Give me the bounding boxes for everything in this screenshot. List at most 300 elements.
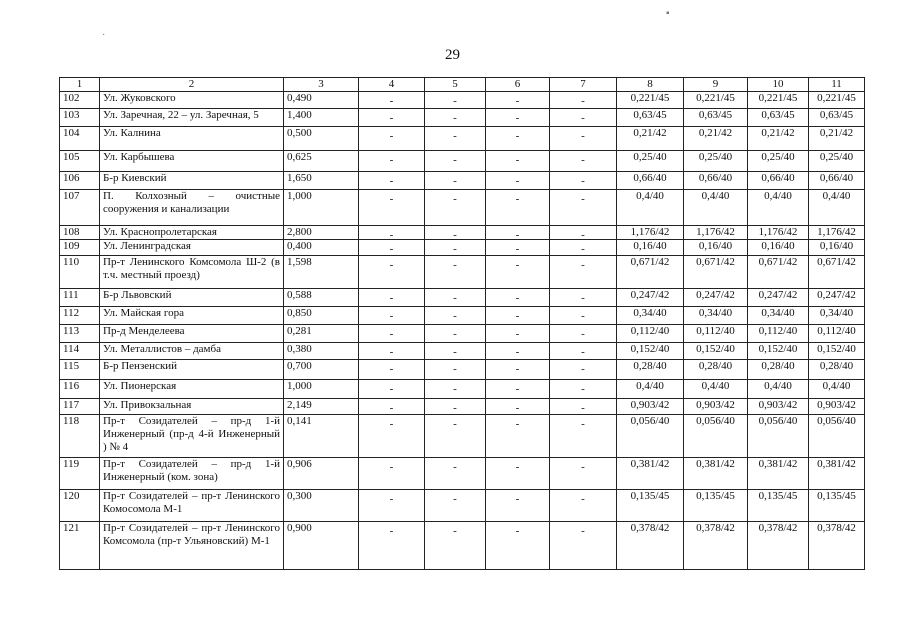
empty-value-cell xyxy=(486,325,550,343)
empty-value-cell xyxy=(425,109,486,127)
capacity-value-cell: 0,378/42 xyxy=(809,522,865,570)
length-cell: 1,598 xyxy=(284,256,359,289)
empty-value-cell xyxy=(425,522,486,570)
empty-value-cell xyxy=(359,325,425,343)
capacity-value-cell: 0,152/40 xyxy=(748,343,809,360)
street-name-cell: Ул. Майская гора xyxy=(100,307,284,325)
empty-value-cell xyxy=(486,92,550,109)
row-number-cell: 114 xyxy=(60,343,100,360)
table-row xyxy=(60,399,865,415)
row-number-cell: 118 xyxy=(60,415,100,458)
empty-value-cell xyxy=(425,360,486,380)
empty-value-cell xyxy=(550,360,617,380)
capacity-value-cell: 0,381/42 xyxy=(748,458,809,490)
column-header: 7 xyxy=(550,78,617,92)
dash-mark: - xyxy=(389,243,394,255)
capacity-value-cell: 0,152/40 xyxy=(809,343,865,360)
table-row xyxy=(60,325,865,343)
empty-value-cell xyxy=(425,343,486,360)
capacity-value-cell: 1,176/42 xyxy=(809,226,865,240)
dash-mark: - xyxy=(453,112,457,124)
dash-mark: - xyxy=(389,130,394,142)
capacity-value-cell: 0,671/42 xyxy=(617,256,684,289)
capacity-value-cell: 0,4/40 xyxy=(748,380,809,399)
table-row xyxy=(60,172,865,190)
capacity-value-cell: 0,63/45 xyxy=(809,109,865,127)
capacity-value-cell: 0,4/40 xyxy=(684,190,748,226)
dash-mark: - xyxy=(581,193,585,205)
empty-value-cell xyxy=(425,190,486,226)
capacity-value-cell: 0,4/40 xyxy=(617,380,684,399)
dash-mark: - xyxy=(515,193,520,205)
length-cell: 0,500 xyxy=(284,127,359,151)
scan-speck: ▪ xyxy=(666,8,670,19)
row-number-cell: 102 xyxy=(60,92,100,109)
street-name-cell: Ул. Привокзальная xyxy=(100,399,284,415)
dash-mark: - xyxy=(581,229,585,240)
dash-mark: - xyxy=(515,292,520,304)
capacity-value-cell: 0,247/42 xyxy=(809,289,865,307)
length-cell: 0,490 xyxy=(284,92,359,109)
dash-mark: - xyxy=(581,243,585,255)
dash-mark: - xyxy=(453,259,457,271)
street-name-cell: Б-р Львовский xyxy=(100,289,284,307)
capacity-value-cell: 0,25/40 xyxy=(748,151,809,172)
dash-mark: - xyxy=(453,328,457,340)
dash-mark: - xyxy=(453,418,457,430)
table-row xyxy=(60,360,865,380)
dash-mark: - xyxy=(453,292,457,304)
capacity-value-cell: 0,112/40 xyxy=(617,325,684,343)
row-number-cell: 103 xyxy=(60,109,100,127)
length-cell: 0,400 xyxy=(284,240,359,256)
dash-mark: - xyxy=(581,383,585,395)
row-number-cell: 117 xyxy=(60,399,100,415)
length-cell: 0,625 xyxy=(284,151,359,172)
table-row xyxy=(60,256,865,289)
dash-mark: - xyxy=(453,461,457,473)
capacity-value-cell: 0,135/45 xyxy=(748,490,809,522)
empty-value-cell xyxy=(550,172,617,190)
length-cell: 1,650 xyxy=(284,172,359,190)
dash-mark: - xyxy=(515,154,520,166)
header-row xyxy=(60,78,865,92)
capacity-value-cell: 0,4/40 xyxy=(617,190,684,226)
street-name-cell: Ул. Карбышева xyxy=(100,151,284,172)
dash-mark: - xyxy=(515,175,520,187)
empty-value-cell xyxy=(486,399,550,415)
table-row xyxy=(60,127,865,151)
dash-mark: - xyxy=(515,363,520,375)
capacity-value-cell: 0,63/45 xyxy=(684,109,748,127)
street-name-cell: Пр-т Созидателей – пр-т Ленинского Комсомола (пр-т Ульяновский) М-1 xyxy=(100,522,284,570)
empty-value-cell xyxy=(425,490,486,522)
capacity-value-cell: 0,112/40 xyxy=(684,325,748,343)
empty-value-cell xyxy=(425,151,486,172)
street-name-cell: Ул. Заречная, 22 – ул. Заречная, 5 xyxy=(100,109,284,127)
length-cell: 0,141 xyxy=(284,415,359,458)
empty-value-cell xyxy=(425,92,486,109)
capacity-value-cell: 0,21/42 xyxy=(684,127,748,151)
row-number-cell: 105 xyxy=(60,151,100,172)
dash-mark: - xyxy=(515,310,520,322)
length-cell: 1,400 xyxy=(284,109,359,127)
empty-value-cell xyxy=(486,256,550,289)
dash-mark: - xyxy=(453,130,457,142)
row-number-cell: 115 xyxy=(60,360,100,380)
dash-mark: - xyxy=(389,229,394,240)
dash-mark: - xyxy=(389,461,394,473)
capacity-value-cell: 0,25/40 xyxy=(809,151,865,172)
capacity-value-cell: 0,4/40 xyxy=(809,380,865,399)
capacity-value-cell: 0,25/40 xyxy=(684,151,748,172)
dash-mark: - xyxy=(389,310,394,322)
dash-mark: - xyxy=(581,292,585,304)
capacity-value-cell: 0,28/40 xyxy=(684,360,748,380)
empty-value-cell xyxy=(486,226,550,240)
dash-mark: - xyxy=(453,154,457,166)
empty-value-cell xyxy=(486,380,550,399)
empty-value-cell xyxy=(425,458,486,490)
dash-mark: - xyxy=(515,418,520,430)
capacity-value-cell: 0,903/42 xyxy=(684,399,748,415)
capacity-value-cell: 0,671/42 xyxy=(684,256,748,289)
empty-value-cell xyxy=(486,458,550,490)
empty-value-cell xyxy=(425,289,486,307)
empty-value-cell xyxy=(486,307,550,325)
empty-value-cell xyxy=(425,380,486,399)
capacity-value-cell: 0,16/40 xyxy=(684,240,748,256)
dash-mark: - xyxy=(581,154,585,166)
row-number-cell: 112 xyxy=(60,307,100,325)
row-number-cell: 106 xyxy=(60,172,100,190)
capacity-value-cell: 0,903/42 xyxy=(809,399,865,415)
row-number-cell: 107 xyxy=(60,190,100,226)
dash-mark: - xyxy=(515,525,520,537)
empty-value-cell xyxy=(550,325,617,343)
row-number-cell: 108 xyxy=(60,226,100,240)
road-table xyxy=(59,77,865,570)
column-header: 4 xyxy=(359,78,425,92)
capacity-value-cell: 0,4/40 xyxy=(684,380,748,399)
empty-value-cell xyxy=(359,289,425,307)
street-name-cell: Пр-т Созидателей – пр-т Ленинского Комосомола М-1 xyxy=(100,490,284,522)
empty-value-cell xyxy=(425,172,486,190)
empty-value-cell xyxy=(550,92,617,109)
empty-value-cell xyxy=(550,307,617,325)
dash-mark: - xyxy=(453,175,457,187)
empty-value-cell xyxy=(550,190,617,226)
table-row xyxy=(60,240,865,256)
empty-value-cell xyxy=(425,240,486,256)
empty-value-cell xyxy=(550,490,617,522)
capacity-value-cell: 0,378/42 xyxy=(684,522,748,570)
capacity-value-cell: 0,21/42 xyxy=(809,127,865,151)
empty-value-cell xyxy=(359,240,425,256)
capacity-value-cell: 0,28/40 xyxy=(809,360,865,380)
table-row xyxy=(60,458,865,490)
dash-mark: - xyxy=(389,154,394,166)
length-cell: 2,800 xyxy=(284,226,359,240)
dash-mark: - xyxy=(515,346,520,358)
length-cell: 1,000 xyxy=(284,190,359,226)
dash-mark: - xyxy=(581,310,585,322)
table-row xyxy=(60,415,865,458)
empty-value-cell xyxy=(486,172,550,190)
empty-value-cell xyxy=(550,151,617,172)
dash-mark: - xyxy=(389,292,394,304)
dash-mark: - xyxy=(581,112,585,124)
table-row xyxy=(60,289,865,307)
dash-mark: - xyxy=(581,461,585,473)
capacity-value-cell: 0,135/45 xyxy=(684,490,748,522)
empty-value-cell xyxy=(550,109,617,127)
capacity-value-cell: 0,16/40 xyxy=(809,240,865,256)
column-header: 10 xyxy=(748,78,809,92)
dash-mark: - xyxy=(581,95,585,107)
dash-mark: - xyxy=(515,112,520,124)
street-name-cell: Пр-т Ленинского Комсомола Ш-2 (в т.ч. местный проезд) xyxy=(100,256,284,289)
street-name-cell: Ул. Пионерская xyxy=(100,380,284,399)
empty-value-cell xyxy=(359,127,425,151)
capacity-value-cell: 0,112/40 xyxy=(809,325,865,343)
table-row xyxy=(60,380,865,399)
empty-value-cell xyxy=(359,109,425,127)
dash-mark: - xyxy=(389,383,394,395)
street-name-cell: Ул. Ленинградская xyxy=(100,240,284,256)
empty-value-cell xyxy=(550,127,617,151)
length-cell: 0,588 xyxy=(284,289,359,307)
dash-mark: - xyxy=(389,175,394,187)
capacity-value-cell: 0,381/42 xyxy=(684,458,748,490)
table-row xyxy=(60,226,865,240)
dash-mark: - xyxy=(581,346,585,358)
capacity-value-cell: 0,4/40 xyxy=(809,190,865,226)
length-cell: 0,700 xyxy=(284,360,359,380)
table-row xyxy=(60,109,865,127)
street-name-cell: Ул. Металлистов – дамба xyxy=(100,343,284,360)
capacity-value-cell: 0,056/40 xyxy=(684,415,748,458)
empty-value-cell xyxy=(486,343,550,360)
capacity-value-cell: 1,176/42 xyxy=(684,226,748,240)
street-name-cell: Ул. Жуковского xyxy=(100,92,284,109)
capacity-value-cell: 1,176/42 xyxy=(748,226,809,240)
column-header: 11 xyxy=(809,78,865,92)
capacity-value-cell: 0,221/45 xyxy=(748,92,809,109)
empty-value-cell xyxy=(425,256,486,289)
dash-mark: - xyxy=(389,493,394,505)
capacity-value-cell: 0,66/40 xyxy=(809,172,865,190)
empty-value-cell xyxy=(359,226,425,240)
empty-value-cell xyxy=(486,415,550,458)
empty-value-cell xyxy=(425,325,486,343)
empty-value-cell xyxy=(550,380,617,399)
dash-mark: - xyxy=(515,383,520,395)
length-cell: 0,300 xyxy=(284,490,359,522)
capacity-value-cell: 0,28/40 xyxy=(748,360,809,380)
capacity-value-cell: 0,34/40 xyxy=(684,307,748,325)
empty-value-cell xyxy=(550,289,617,307)
capacity-value-cell: 0,135/45 xyxy=(809,490,865,522)
dash-mark: - xyxy=(515,402,520,414)
capacity-value-cell: 0,671/42 xyxy=(809,256,865,289)
empty-value-cell xyxy=(486,522,550,570)
dash-mark: - xyxy=(389,525,394,537)
table-row xyxy=(60,522,865,570)
capacity-value-cell: 0,63/45 xyxy=(617,109,684,127)
empty-value-cell xyxy=(425,307,486,325)
street-name-cell: Б-р Пензенский xyxy=(100,360,284,380)
capacity-value-cell: 0,4/40 xyxy=(748,190,809,226)
capacity-value-cell: 0,112/40 xyxy=(748,325,809,343)
row-number-cell: 104 xyxy=(60,127,100,151)
dash-mark: - xyxy=(389,363,394,375)
capacity-value-cell: 0,056/40 xyxy=(809,415,865,458)
capacity-value-cell: 0,28/40 xyxy=(617,360,684,380)
dash-mark: - xyxy=(581,175,585,187)
row-number-cell: 111 xyxy=(60,289,100,307)
capacity-value-cell: 0,056/40 xyxy=(748,415,809,458)
dash-mark: - xyxy=(581,525,585,537)
empty-value-cell xyxy=(550,343,617,360)
street-name-cell: Пр-т Созидателей – пр-д 1-й Инженерный (ком. зона) xyxy=(100,458,284,490)
empty-value-cell xyxy=(359,490,425,522)
capacity-value-cell: 0,25/40 xyxy=(617,151,684,172)
capacity-value-cell: 0,247/42 xyxy=(617,289,684,307)
street-name-cell: Пр-т Созидателей – пр-д 1-й Инженерный (пр-д 4-й Инженерный ) № 4 xyxy=(100,415,284,458)
dash-mark: - xyxy=(581,130,585,142)
empty-value-cell xyxy=(359,256,425,289)
length-cell: 0,900 xyxy=(284,522,359,570)
table-row xyxy=(60,190,865,226)
empty-value-cell xyxy=(486,490,550,522)
column-header: 5 xyxy=(425,78,486,92)
dash-mark: - xyxy=(389,112,394,124)
dash-mark: - xyxy=(453,95,457,107)
dash-mark: - xyxy=(581,402,585,414)
capacity-value-cell: 0,221/45 xyxy=(617,92,684,109)
table-body xyxy=(60,78,865,570)
column-header: 8 xyxy=(617,78,684,92)
empty-value-cell xyxy=(425,399,486,415)
capacity-value-cell: 0,378/42 xyxy=(748,522,809,570)
empty-value-cell xyxy=(486,127,550,151)
empty-value-cell xyxy=(359,380,425,399)
column-header: 3 xyxy=(284,78,359,92)
table-row xyxy=(60,151,865,172)
dash-mark: - xyxy=(389,328,394,340)
row-number-cell: 116 xyxy=(60,380,100,399)
dash-mark: - xyxy=(389,402,394,414)
length-cell: 0,906 xyxy=(284,458,359,490)
row-number-cell: 120 xyxy=(60,490,100,522)
dash-mark: - xyxy=(453,193,457,205)
empty-value-cell xyxy=(359,92,425,109)
street-name-cell: Пр-д Менделеева xyxy=(100,325,284,343)
capacity-value-cell: 0,381/42 xyxy=(809,458,865,490)
dash-mark: - xyxy=(515,243,520,255)
dash-mark: - xyxy=(389,418,394,430)
empty-value-cell xyxy=(550,256,617,289)
dash-mark: - xyxy=(515,328,520,340)
row-number-cell: 119 xyxy=(60,458,100,490)
capacity-value-cell: 0,381/42 xyxy=(617,458,684,490)
capacity-value-cell: 0,135/45 xyxy=(617,490,684,522)
dash-mark: - xyxy=(453,243,457,255)
empty-value-cell xyxy=(486,190,550,226)
dash-mark: - xyxy=(389,259,394,271)
column-header: 2 xyxy=(100,78,284,92)
column-header: 9 xyxy=(684,78,748,92)
capacity-value-cell: 0,63/45 xyxy=(748,109,809,127)
dash-mark: - xyxy=(453,346,457,358)
dash-mark: - xyxy=(453,493,457,505)
capacity-value-cell: 0,21/42 xyxy=(617,127,684,151)
empty-value-cell xyxy=(359,307,425,325)
row-number-cell: 109 xyxy=(60,240,100,256)
empty-value-cell xyxy=(486,289,550,307)
length-cell: 0,281 xyxy=(284,325,359,343)
capacity-value-cell: 0,16/40 xyxy=(748,240,809,256)
dash-mark: - xyxy=(581,259,585,271)
street-name-cell: Ул. Краснопролетарская xyxy=(100,226,284,240)
dash-mark: - xyxy=(453,383,457,395)
dash-mark: - xyxy=(581,418,585,430)
capacity-value-cell: 0,378/42 xyxy=(617,522,684,570)
column-header: 6 xyxy=(486,78,550,92)
empty-value-cell xyxy=(425,127,486,151)
empty-value-cell xyxy=(425,415,486,458)
capacity-value-cell: 0,66/40 xyxy=(684,172,748,190)
empty-value-cell xyxy=(486,109,550,127)
empty-value-cell xyxy=(359,415,425,458)
dash-mark: - xyxy=(515,461,520,473)
table-row xyxy=(60,307,865,325)
page-number: 29 xyxy=(445,47,460,63)
empty-value-cell xyxy=(359,151,425,172)
dash-mark: - xyxy=(453,310,457,322)
capacity-value-cell: 0,21/42 xyxy=(748,127,809,151)
empty-value-cell xyxy=(359,172,425,190)
dash-mark: - xyxy=(581,493,585,505)
capacity-value-cell: 0,221/45 xyxy=(809,92,865,109)
dash-mark: - xyxy=(453,525,457,537)
capacity-value-cell: 0,34/40 xyxy=(617,307,684,325)
dash-mark: - xyxy=(389,95,394,107)
row-number-cell: 121 xyxy=(60,522,100,570)
empty-value-cell xyxy=(359,399,425,415)
dash-mark: - xyxy=(581,363,585,375)
empty-value-cell xyxy=(359,343,425,360)
street-name-cell: Б-р Киевский xyxy=(100,172,284,190)
empty-value-cell xyxy=(550,415,617,458)
capacity-value-cell: 0,221/45 xyxy=(684,92,748,109)
empty-value-cell xyxy=(550,522,617,570)
table-row xyxy=(60,343,865,360)
empty-value-cell xyxy=(550,399,617,415)
capacity-value-cell: 0,66/40 xyxy=(748,172,809,190)
dash-mark: - xyxy=(515,95,520,107)
capacity-value-cell: 0,247/42 xyxy=(684,289,748,307)
empty-value-cell xyxy=(486,360,550,380)
dash-mark: - xyxy=(581,328,585,340)
dash-mark: - xyxy=(453,402,457,414)
street-name-cell: П. Колхозный – очистные сооружения и канализации xyxy=(100,190,284,226)
empty-value-cell xyxy=(359,360,425,380)
capacity-value-cell: 0,16/40 xyxy=(617,240,684,256)
empty-value-cell xyxy=(550,226,617,240)
street-name-cell: Ул. Калнина xyxy=(100,127,284,151)
